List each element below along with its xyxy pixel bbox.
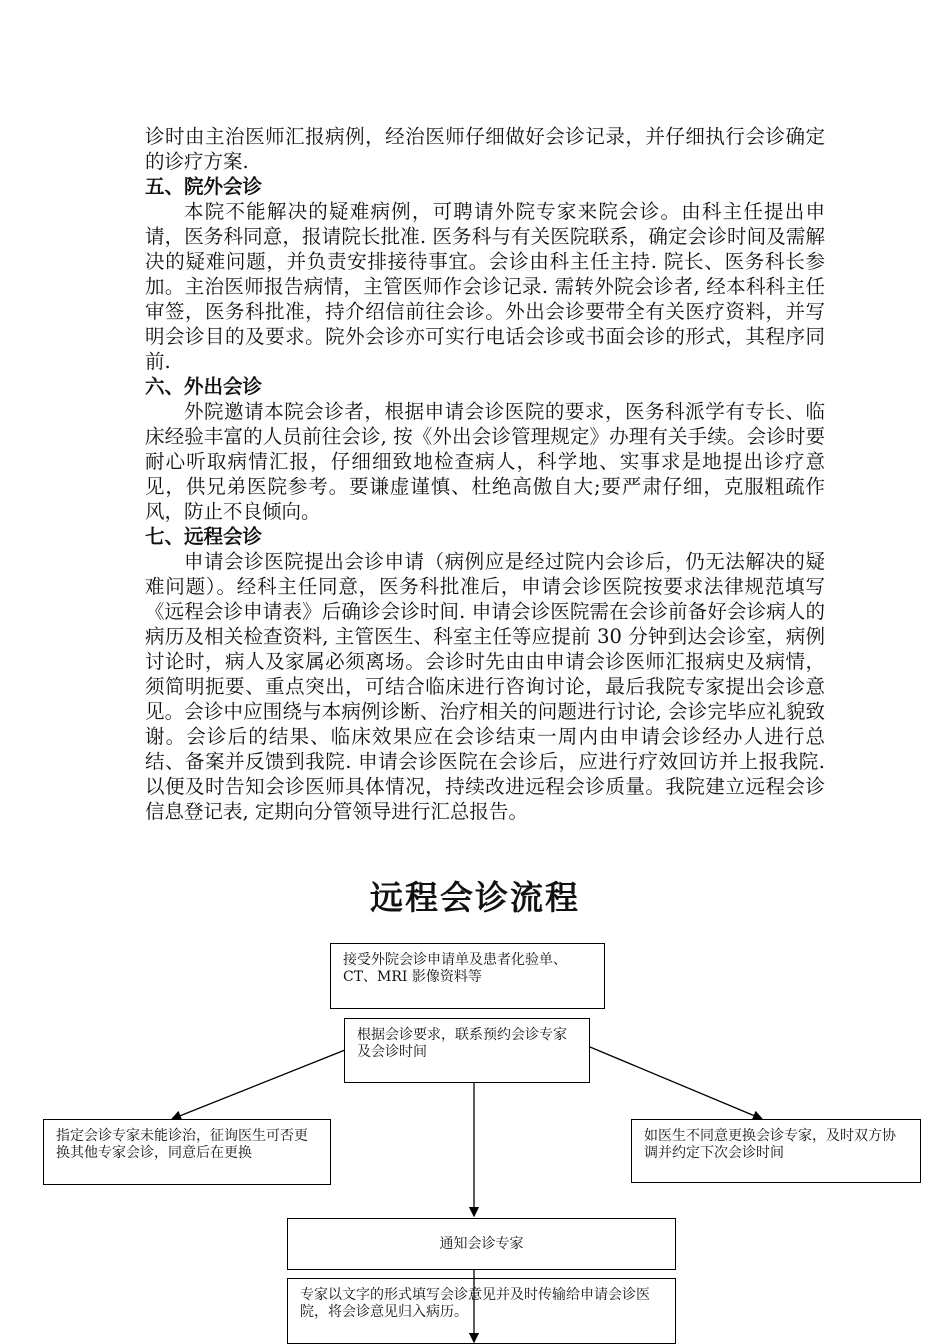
flow-step-contact-experts-text: 根据会诊要求，联系预约会诊专家及会诊时间 (357, 1027, 567, 1060)
flow-step-notify-expert-text: 通知会诊专家 (439, 1235, 524, 1252)
arrow-to-left-box (172, 1050, 345, 1119)
section-heading-7: 七、远程会诊 (145, 525, 263, 548)
flowchart-title: 远程会诊流程 (370, 878, 580, 917)
section-heading-5: 五、院外会诊 (145, 175, 263, 198)
paragraph-section-5: 本院不能解决的疑难病例，可聘请外院专家来院会诊。由科主任提出申请，医务科同意，报请院长批准. 医务科与有关医院联系，确定会诊时间及需解决的疑难问题，并负责安排接待事宜。会诊由科主任主持. 院长、医务科长参加。主治医师报告病情，主管医师作会诊记录. 需转外院会诊者, 经本科科主任审签，医务科批准，持介绍信前往会诊。外出会诊要带全有关医疗资料，并写明会诊目的及要求。院外会诊亦可实行电话会诊或书面会诊的形式，其程序同前. (145, 200, 825, 373)
paragraph-section-6: 外院邀请本院会诊者，根据申请会诊医院的要求，医务科派学有专长、临床经验丰富的人员前往会诊, 按《外出会诊管理规定》办理有关手续。会诊时要耐心听取病情汇报，仔细细致地检查病人，科学地、实事求是地提出诊疗意见，供兄弟医院参考。要谦虚谨慎、杜绝高傲自大;要严肃仔细，克服粗疏作风，防止不良倾向。 (145, 400, 825, 523)
paragraph-section-7: 申请会诊医院提出会诊申请（病例应是经过院内会诊后，仍无法解决的疑难问题）。经科主任同意，医务科批准后，申请会诊医院按要求法律规范填写《远程会诊申请表》后确诊会诊时间. 申请会诊医院需在会诊前备好会诊病人的病历及相关检查资料, 主管医生、科室主任等应提前 30 分钟到达会诊室，病例讨论时，病人及家属必须离场。会诊时先由由申请会诊医师汇报病史及病情，须简明扼要、重点突出，可结合临床进行咨询讨论，最后我院专家提出会诊意见。会诊中应围绕与本病例诊断、治疗相关的问题进行讨论, 会诊完毕应礼貌致谢。会诊后的结果、临床效果应在会诊结束一周内由申请会诊经办人进行总结、备案并反馈到我院. 申请会诊医院在会诊后，应进行疗效回访并上报我院. 以便及时告知会诊医师具体情况，持续改进远程会诊质量。我院建立远程会诊信息登记表, 定期向分管领导进行汇总报告。 (145, 550, 825, 823)
section-heading-6: 六、外出会诊 (145, 375, 263, 398)
arrow-to-right-box (590, 1047, 762, 1119)
flow-step-receive-application (330, 943, 605, 1009)
paragraph-continued: 诊时由主治医师汇报病例，经治医师仔细做好会诊记录，并仔细执行会诊确定的诊疗方案. (145, 125, 825, 173)
flow-branch-reschedule (631, 1119, 921, 1183)
flow-step-write-opinion (287, 1278, 676, 1344)
flow-step-receive-application-text: 接受外院会诊申请单及患者化验单、CT、MRI 影像资料等 (343, 952, 567, 985)
flow-step-contact-experts (344, 1018, 590, 1083)
flow-branch-change-expert-text: 指定会诊专家未能诊治，征询医生可否更换其他专家会诊，同意后在更换 (56, 1128, 308, 1161)
flow-branch-change-expert (43, 1119, 331, 1185)
flow-branch-reschedule-text: 如医生不同意更换会诊专家，及时双方协调并约定下次会诊时间 (644, 1128, 896, 1161)
flow-step-notify-expert (287, 1218, 676, 1270)
flow-step-write-opinion-text: 专家以文字的形式填写会诊意见并及时传输给申请会诊医院，将会诊意见归入病历。 (300, 1287, 650, 1320)
